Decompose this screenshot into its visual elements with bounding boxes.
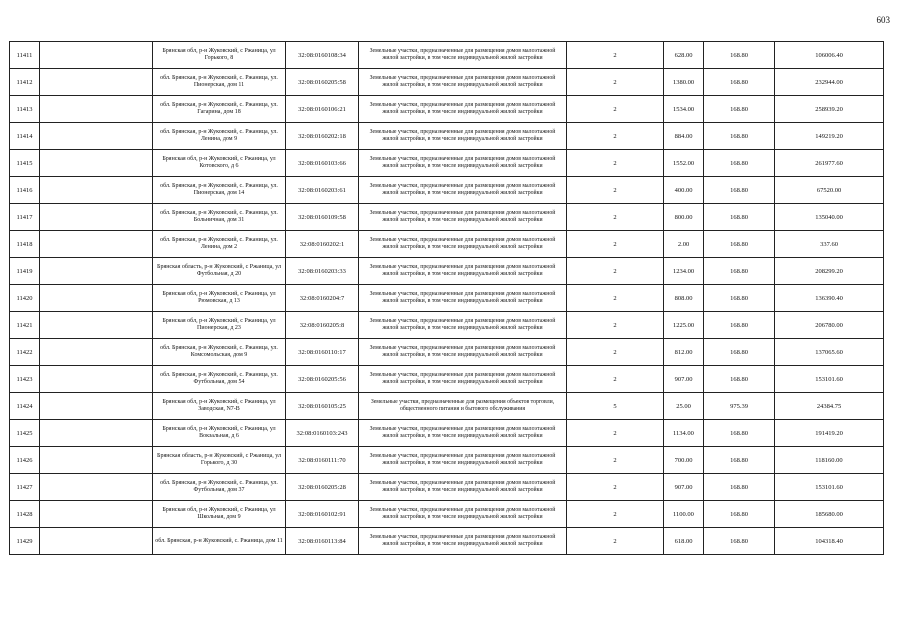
row-cadastral-value: 136390.40 — [775, 285, 884, 312]
row-land-purpose: Земельные участки, предназначенные для размещения домов малоэтажной жилой застройки, в том числе индивидуальной жилой застройки — [359, 366, 567, 393]
row-cadastral-value: 337.60 — [775, 231, 884, 258]
row-id: 11421 — [10, 312, 40, 339]
row-id: 11427 — [10, 474, 40, 501]
row-land-purpose: Земельные участки, предназначенные для размещения объектов торговли, общественного питания и бытового обслуживания — [359, 393, 567, 420]
row-group: 2 — [567, 420, 664, 447]
table-row — [10, 312, 884, 339]
row-cadastral-value: 67520.00 — [775, 177, 884, 204]
row-spacer — [40, 393, 153, 420]
row-area: 1100.00 — [664, 501, 704, 528]
row-spacer — [40, 285, 153, 312]
row-land-purpose: Земельные участки, предназначенные для размещения домов малоэтажной жилой застройки, в том числе индивидуальной жилой застройки — [359, 420, 567, 447]
row-rate: 168.80 — [704, 366, 775, 393]
row-land-purpose: Земельные участки, предназначенные для размещения домов малоэтажной жилой застройки, в том числе индивидуальной жилой застройки — [359, 204, 567, 231]
table-row — [10, 204, 884, 231]
row-cadastral-number: 32:08:0160109:58 — [286, 204, 359, 231]
row-cadastral-number: 32:08:0160202:18 — [286, 123, 359, 150]
row-rate: 168.80 — [704, 447, 775, 474]
table-row — [10, 393, 884, 420]
row-address: обл. Брянская, р-н Жуковский, с. Ржаница, ул. Ленина, дом 2 — [153, 231, 286, 258]
row-group: 2 — [567, 285, 664, 312]
row-cadastral-value: 232944.00 — [775, 69, 884, 96]
row-id: 11424 — [10, 393, 40, 420]
row-id: 11425 — [10, 420, 40, 447]
row-spacer — [40, 150, 153, 177]
row-area: 1225.00 — [664, 312, 704, 339]
row-area: 1534.00 — [664, 96, 704, 123]
row-group: 2 — [567, 528, 664, 555]
row-address: обл. Брянская, р-н Жуковский, с. Ржаница, ул. Гагарина, дом 18 — [153, 96, 286, 123]
row-address: Брянская обл, р-н Жуковский, с Ржаница, ул Котовского, д 6 — [153, 150, 286, 177]
row-land-purpose: Земельные участки, предназначенные для размещения домов малоэтажной жилой застройки, в том числе индивидуальной жилой застройки — [359, 69, 567, 96]
row-rate: 168.80 — [704, 123, 775, 150]
row-land-purpose: Земельные участки, предназначенные для размещения домов малоэтажной жилой застройки, в том числе индивидуальной жилой застройки — [359, 447, 567, 474]
row-area: 1380.00 — [664, 69, 704, 96]
row-address: обл. Брянская, р-н Жуковский, с. Ржаница, ул. Ленина, дом 9 — [153, 123, 286, 150]
row-rate: 168.80 — [704, 312, 775, 339]
row-area: 808.00 — [664, 285, 704, 312]
row-area: 884.00 — [664, 123, 704, 150]
row-spacer — [40, 420, 153, 447]
row-address: Брянская обл, р-н Жуковский, с Ржаница, ул Рюмовская, д 13 — [153, 285, 286, 312]
row-cadastral-number: 32:08:0160105:25 — [286, 393, 359, 420]
row-area: 1552.00 — [664, 150, 704, 177]
row-spacer — [40, 447, 153, 474]
row-cadastral-number: 32:08:0160203:61 — [286, 177, 359, 204]
row-group: 2 — [567, 447, 664, 474]
row-id: 11428 — [10, 501, 40, 528]
row-spacer — [40, 123, 153, 150]
row-rate: 168.80 — [704, 420, 775, 447]
row-rate: 168.80 — [704, 285, 775, 312]
row-group: 5 — [567, 393, 664, 420]
row-area: 907.00 — [664, 474, 704, 501]
table-row — [10, 177, 884, 204]
row-area: 25.00 — [664, 393, 704, 420]
row-rate: 975.39 — [704, 393, 775, 420]
row-cadastral-value: 206780.00 — [775, 312, 884, 339]
row-cadastral-value: 185680.00 — [775, 501, 884, 528]
table-row — [10, 69, 884, 96]
row-spacer — [40, 501, 153, 528]
row-group: 2 — [567, 501, 664, 528]
row-cadastral-value: 106006.40 — [775, 42, 884, 69]
row-group: 2 — [567, 312, 664, 339]
row-cadastral-number: 32:08:0160203:33 — [286, 258, 359, 285]
row-id: 11423 — [10, 366, 40, 393]
row-rate: 168.80 — [704, 501, 775, 528]
row-group: 2 — [567, 123, 664, 150]
row-cadastral-value: 153101.60 — [775, 366, 884, 393]
row-address: обл. Брянская, р-н Жуковский, с. Ржаница, ул. Пионерская, дом 11 — [153, 69, 286, 96]
row-group: 2 — [567, 474, 664, 501]
row-spacer — [40, 312, 153, 339]
row-address: Брянская область, р-н Жуковский, с Ржаница, ул Футбольная, д 20 — [153, 258, 286, 285]
table-row — [10, 258, 884, 285]
table-row — [10, 501, 884, 528]
row-area: 800.00 — [664, 204, 704, 231]
row-group: 2 — [567, 366, 664, 393]
row-id: 11412 — [10, 69, 40, 96]
row-cadastral-value: 24384.75 — [775, 393, 884, 420]
row-address: обл. Брянская, р-н Жуковский, с. Ржаница, дом 11 — [153, 528, 286, 555]
row-spacer — [40, 204, 153, 231]
row-area: 628.00 — [664, 42, 704, 69]
row-cadastral-value: 104318.40 — [775, 528, 884, 555]
row-area: 812.00 — [664, 339, 704, 366]
row-cadastral-number: 32:08:0160111:70 — [286, 447, 359, 474]
row-cadastral-value: 118160.00 — [775, 447, 884, 474]
row-spacer — [40, 96, 153, 123]
row-cadastral-value: 191419.20 — [775, 420, 884, 447]
row-land-purpose: Земельные участки, предназначенные для размещения домов малоэтажной жилой застройки, в том числе индивидуальной жилой застройки — [359, 312, 567, 339]
row-rate: 168.80 — [704, 474, 775, 501]
row-cadastral-number: 32:08:0160204:7 — [286, 285, 359, 312]
row-land-purpose: Земельные участки, предназначенные для размещения домов малоэтажной жилой застройки, в том числе индивидуальной жилой застройки — [359, 42, 567, 69]
row-id: 11417 — [10, 204, 40, 231]
row-id: 11422 — [10, 339, 40, 366]
row-address: Брянская обл, р-н Жуковский, с Ржаница, ул Заводская, N7-В — [153, 393, 286, 420]
table-row — [10, 96, 884, 123]
table-row — [10, 528, 884, 555]
row-cadastral-number: 32:08:0160103:243 — [286, 420, 359, 447]
row-land-purpose: Земельные участки, предназначенные для размещения домов малоэтажной жилой застройки, в том числе индивидуальной жилой застройки — [359, 501, 567, 528]
row-address: обл. Брянская, р-н Жуковский, с. Ржаница, ул. Пионерская, дом 14 — [153, 177, 286, 204]
row-address: Брянская обл, р-н Жуковский, с Ржаница, ул Школьная, дом 9 — [153, 501, 286, 528]
row-spacer — [40, 231, 153, 258]
row-group: 2 — [567, 69, 664, 96]
row-id: 11419 — [10, 258, 40, 285]
row-address: Брянская обл, р-н Жуковский, с Ржаница, ул Вокзальная, д 6 — [153, 420, 286, 447]
row-spacer — [40, 42, 153, 69]
row-area: 907.00 — [664, 366, 704, 393]
row-spacer — [40, 474, 153, 501]
row-id: 11411 — [10, 42, 40, 69]
row-address: Брянская область, р-н Жуковский, с Ржаница, ул Горького, д 30 — [153, 447, 286, 474]
row-group: 2 — [567, 42, 664, 69]
row-address: Брянская обл, р-н Жуковский, с Ржаница, ул Пионерская, д 23 — [153, 312, 286, 339]
row-cadastral-value: 261977.60 — [775, 150, 884, 177]
row-cadastral-value: 153101.60 — [775, 474, 884, 501]
row-address: Брянская обл, р-н Жуковский, с Ржаница, ул Горького, 8 — [153, 42, 286, 69]
row-cadastral-value: 135040.00 — [775, 204, 884, 231]
row-rate: 168.80 — [704, 150, 775, 177]
row-rate: 168.80 — [704, 204, 775, 231]
row-spacer — [40, 366, 153, 393]
row-cadastral-value: 137065.60 — [775, 339, 884, 366]
row-cadastral-number: 32:08:0160106:21 — [286, 96, 359, 123]
row-id: 11413 — [10, 96, 40, 123]
row-group: 2 — [567, 150, 664, 177]
page-number: 603 — [876, 15, 890, 25]
table-row — [10, 474, 884, 501]
row-address: обл. Брянская, р-н Жуковский, с. Ржаница, ул. Комсомольская, дом 9 — [153, 339, 286, 366]
row-rate: 168.80 — [704, 231, 775, 258]
row-cadastral-number: 32:08:0160205:8 — [286, 312, 359, 339]
row-spacer — [40, 177, 153, 204]
row-rate: 168.80 — [704, 42, 775, 69]
row-cadastral-value: 208299.20 — [775, 258, 884, 285]
row-land-purpose: Земельные участки, предназначенные для размещения домов малоэтажной жилой застройки, в том числе индивидуальной жилой застройки — [359, 474, 567, 501]
row-group: 2 — [567, 231, 664, 258]
table-row — [10, 366, 884, 393]
row-land-purpose: Земельные участки, предназначенные для размещения домов малоэтажной жилой застройки, в том числе индивидуальной жилой застройки — [359, 258, 567, 285]
row-address: обл. Брянская, р-н Жуковский, с. Ржаница, ул. Футбольная, дом 37 — [153, 474, 286, 501]
row-land-purpose: Земельные участки, предназначенные для размещения домов малоэтажной жилой застройки, в том числе индивидуальной жилой застройки — [359, 123, 567, 150]
row-cadastral-number: 32:08:0160205:56 — [286, 366, 359, 393]
row-land-purpose: Земельные участки, предназначенные для размещения домов малоэтажной жилой застройки, в том числе индивидуальной жилой застройки — [359, 339, 567, 366]
row-id: 11415 — [10, 150, 40, 177]
row-spacer — [40, 528, 153, 555]
row-area: 700.00 — [664, 447, 704, 474]
table-row — [10, 42, 884, 69]
row-rate: 168.80 — [704, 528, 775, 555]
row-id: 11418 — [10, 231, 40, 258]
row-id: 11429 — [10, 528, 40, 555]
row-cadastral-number: 32:08:0160205:28 — [286, 474, 359, 501]
row-address: обл. Брянская, р-н Жуковский, с. Ржаница, ул. Больничная, дом 31 — [153, 204, 286, 231]
land-register-table — [9, 41, 884, 555]
row-area: 618.00 — [664, 528, 704, 555]
row-rate: 168.80 — [704, 339, 775, 366]
row-land-purpose: Земельные участки, предназначенные для размещения домов малоэтажной жилой застройки, в том числе индивидуальной жилой застройки — [359, 150, 567, 177]
row-cadastral-number: 32:08:0160102:91 — [286, 501, 359, 528]
row-cadastral-number: 32:08:0160103:66 — [286, 150, 359, 177]
row-area: 400.00 — [664, 177, 704, 204]
row-area: 1134.00 — [664, 420, 704, 447]
row-cadastral-value: 149219.20 — [775, 123, 884, 150]
row-group: 2 — [567, 204, 664, 231]
row-rate: 168.80 — [704, 96, 775, 123]
row-spacer — [40, 258, 153, 285]
row-spacer — [40, 339, 153, 366]
table-row — [10, 339, 884, 366]
row-cadastral-value: 258939.20 — [775, 96, 884, 123]
row-land-purpose: Земельные участки, предназначенные для размещения домов малоэтажной жилой застройки, в том числе индивидуальной жилой застройки — [359, 96, 567, 123]
row-cadastral-number: 32:08:0160113:84 — [286, 528, 359, 555]
table-row — [10, 231, 884, 258]
row-id: 11414 — [10, 123, 40, 150]
row-group: 2 — [567, 258, 664, 285]
row-spacer — [40, 69, 153, 96]
register-body — [10, 42, 884, 555]
row-cadastral-number: 32:08:0160108:34 — [286, 42, 359, 69]
table-row — [10, 285, 884, 312]
row-address: обл. Брянская, р-н Жуковский, с. Ржаница, ул. Футбольная, дом 54 — [153, 366, 286, 393]
row-cadastral-number: 32:08:0160110:17 — [286, 339, 359, 366]
row-group: 2 — [567, 339, 664, 366]
row-land-purpose: Земельные участки, предназначенные для размещения домов малоэтажной жилой застройки, в том числе индивидуальной жилой застройки — [359, 231, 567, 258]
row-area: 2.00 — [664, 231, 704, 258]
row-group: 2 — [567, 96, 664, 123]
row-land-purpose: Земельные участки, предназначенные для размещения домов малоэтажной жилой застройки, в том числе индивидуальной жилой застройки — [359, 528, 567, 555]
table-row — [10, 150, 884, 177]
row-group: 2 — [567, 177, 664, 204]
row-cadastral-number: 32:08:0160205:58 — [286, 69, 359, 96]
row-cadastral-number: 32:08:0160202:1 — [286, 231, 359, 258]
row-rate: 168.80 — [704, 69, 775, 96]
table-row — [10, 447, 884, 474]
row-id: 11420 — [10, 285, 40, 312]
row-id: 11416 — [10, 177, 40, 204]
table-row — [10, 123, 884, 150]
row-area: 1234.00 — [664, 258, 704, 285]
row-rate: 168.80 — [704, 258, 775, 285]
row-id: 11426 — [10, 447, 40, 474]
row-rate: 168.80 — [704, 177, 775, 204]
row-land-purpose: Земельные участки, предназначенные для размещения домов малоэтажной жилой застройки, в том числе индивидуальной жилой застройки — [359, 177, 567, 204]
table-row — [10, 420, 884, 447]
row-land-purpose: Земельные участки, предназначенные для размещения домов малоэтажной жилой застройки, в том числе индивидуальной жилой застройки — [359, 285, 567, 312]
